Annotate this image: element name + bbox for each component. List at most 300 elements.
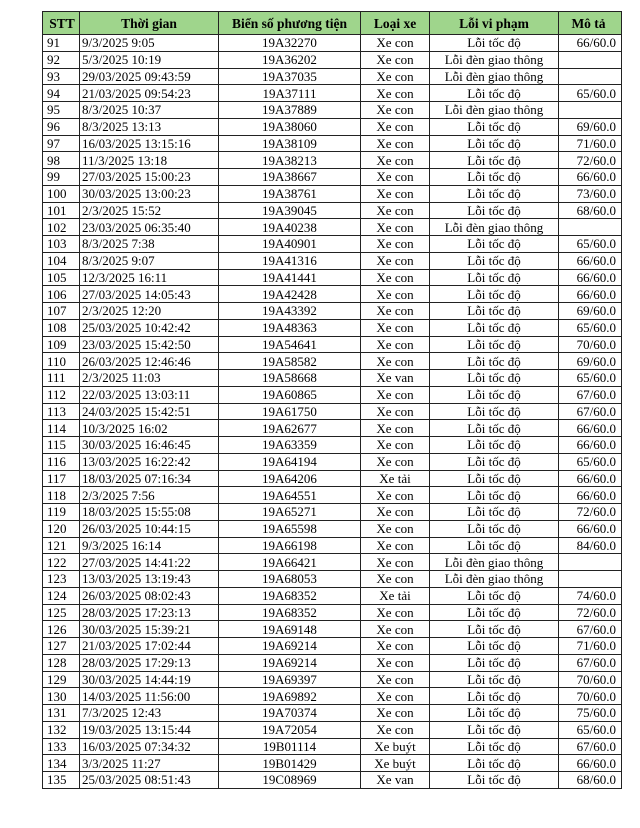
cell-time: 25/03/2025 08:51:43 [80, 772, 219, 789]
cell-plate: 19A38667 [219, 169, 361, 186]
cell-plate: 19A65598 [219, 520, 361, 537]
cell-violation: Lỗi tốc độ [430, 487, 559, 504]
table-row [43, 772, 622, 789]
violations-table [42, 11, 622, 789]
cell-vehicle-type: Xe con [361, 671, 430, 688]
table-row [43, 688, 622, 705]
table-row [43, 269, 622, 286]
cell-description: 66/60.0 [559, 252, 622, 269]
cell-time: 14/03/2025 11:56:00 [80, 688, 219, 705]
cell-stt: 102 [43, 219, 80, 236]
cell-stt: 130 [43, 688, 80, 705]
cell-violation: Lỗi tốc độ [430, 621, 559, 638]
cell-violation: Lỗi tốc độ [430, 118, 559, 135]
header-time: Thời gian [80, 12, 219, 35]
cell-time: 30/03/2025 16:46:45 [80, 437, 219, 454]
table-row [43, 504, 622, 521]
cell-description: 65/60.0 [559, 85, 622, 102]
cell-violation: Lỗi tốc độ [430, 386, 559, 403]
table-row [43, 370, 622, 387]
cell-time: 16/03/2025 13:15:16 [80, 135, 219, 152]
cell-violation: Lỗi tốc độ [430, 353, 559, 370]
table-row [43, 135, 622, 152]
table-row [43, 102, 622, 119]
cell-plate: 19A63359 [219, 437, 361, 454]
cell-plate: 19B01114 [219, 738, 361, 755]
cell-stt: 126 [43, 621, 80, 638]
cell-stt: 128 [43, 654, 80, 671]
cell-vehicle-type: Xe con [361, 35, 430, 52]
table-row [43, 219, 622, 236]
cell-vehicle-type: Xe con [361, 453, 430, 470]
cell-vehicle-type: Xe con [361, 353, 430, 370]
cell-description: 66/60.0 [559, 487, 622, 504]
table-row [43, 437, 622, 454]
cell-time: 5/3/2025 10:19 [80, 51, 219, 68]
cell-description: 71/60.0 [559, 135, 622, 152]
cell-vehicle-type: Xe con [361, 386, 430, 403]
cell-time: 8/3/2025 13:13 [80, 118, 219, 135]
cell-stt: 134 [43, 755, 80, 772]
cell-vehicle-type: Xe buýt [361, 755, 430, 772]
cell-vehicle-type: Xe tải [361, 587, 430, 604]
cell-vehicle-type: Xe con [361, 303, 430, 320]
table-row [43, 118, 622, 135]
cell-stt: 115 [43, 437, 80, 454]
cell-stt: 96 [43, 118, 80, 135]
cell-description: 70/60.0 [559, 688, 622, 705]
table-row [43, 236, 622, 253]
cell-stt: 123 [43, 571, 80, 588]
cell-time: 26/03/2025 10:44:15 [80, 520, 219, 537]
table-row [43, 420, 622, 437]
cell-vehicle-type: Xe van [361, 370, 430, 387]
cell-time: 2/3/2025 7:56 [80, 487, 219, 504]
table-row [43, 721, 622, 738]
cell-description: 69/60.0 [559, 303, 622, 320]
cell-vehicle-type: Xe con [361, 252, 430, 269]
cell-plate: 19B01429 [219, 755, 361, 772]
cell-stt: 125 [43, 604, 80, 621]
cell-vehicle-type: Xe con [361, 688, 430, 705]
cell-plate: 19A41316 [219, 252, 361, 269]
cell-violation: Lỗi tốc độ [430, 286, 559, 303]
cell-violation: Lỗi tốc độ [430, 721, 559, 738]
table-row [43, 571, 622, 588]
header-vehicle-type: Loại xe [361, 12, 430, 35]
cell-stt: 113 [43, 403, 80, 420]
cell-stt: 107 [43, 303, 80, 320]
cell-vehicle-type: Xe con [361, 219, 430, 236]
cell-plate: 19A62677 [219, 420, 361, 437]
table-row [43, 587, 622, 604]
table-body [43, 35, 622, 789]
cell-description: 75/60.0 [559, 705, 622, 722]
cell-time: 27/03/2025 14:05:43 [80, 286, 219, 303]
table-row [43, 621, 622, 638]
cell-description: 71/60.0 [559, 638, 622, 655]
cell-plate: 19A69397 [219, 671, 361, 688]
cell-stt: 119 [43, 504, 80, 521]
cell-time: 21/03/2025 09:54:23 [80, 85, 219, 102]
cell-stt: 112 [43, 386, 80, 403]
cell-plate: 19A68352 [219, 587, 361, 604]
cell-description: 68/60.0 [559, 772, 622, 789]
cell-time: 23/03/2025 15:42:50 [80, 336, 219, 353]
cell-description: 67/60.0 [559, 738, 622, 755]
table-row [43, 85, 622, 102]
cell-time: 30/03/2025 14:44:19 [80, 671, 219, 688]
cell-stt: 105 [43, 269, 80, 286]
cell-vehicle-type: Xe con [361, 504, 430, 521]
cell-plate: 19A69214 [219, 654, 361, 671]
cell-description: 84/60.0 [559, 537, 622, 554]
cell-description: 66/60.0 [559, 470, 622, 487]
header-violation: Lỗi vi phạm [430, 12, 559, 35]
cell-plate: 19A36202 [219, 51, 361, 68]
cell-description: 67/60.0 [559, 621, 622, 638]
cell-description: 65/60.0 [559, 319, 622, 336]
cell-plate: 19A54641 [219, 336, 361, 353]
cell-time: 2/3/2025 15:52 [80, 202, 219, 219]
cell-description [559, 68, 622, 85]
cell-vehicle-type: Xe con [361, 135, 430, 152]
cell-description: 72/60.0 [559, 504, 622, 521]
cell-vehicle-type: Xe con [361, 604, 430, 621]
cell-plate: 19A70374 [219, 705, 361, 722]
cell-violation: Lỗi tốc độ [430, 638, 559, 655]
cell-stt: 132 [43, 721, 80, 738]
cell-stt: 106 [43, 286, 80, 303]
cell-vehicle-type: Xe con [361, 520, 430, 537]
cell-description: 66/60.0 [559, 755, 622, 772]
cell-violation: Lỗi tốc độ [430, 470, 559, 487]
table-row [43, 537, 622, 554]
cell-vehicle-type: Xe con [361, 102, 430, 119]
cell-violation: Lỗi đèn giao thông [430, 571, 559, 588]
cell-vehicle-type: Xe con [361, 638, 430, 655]
cell-violation: Lỗi tốc độ [430, 437, 559, 454]
cell-description: 67/60.0 [559, 403, 622, 420]
table-row [43, 169, 622, 186]
cell-plate: 19A32270 [219, 35, 361, 52]
cell-vehicle-type: Xe con [361, 571, 430, 588]
cell-vehicle-type: Xe con [361, 654, 430, 671]
cell-stt: 131 [43, 705, 80, 722]
table-row [43, 604, 622, 621]
cell-violation: Lỗi tốc độ [430, 336, 559, 353]
table-row [43, 319, 622, 336]
cell-time: 2/3/2025 11:03 [80, 370, 219, 387]
cell-plate: 19A64551 [219, 487, 361, 504]
cell-violation: Lỗi tốc độ [430, 403, 559, 420]
cell-stt: 111 [43, 370, 80, 387]
cell-vehicle-type: Xe con [361, 236, 430, 253]
cell-violation: Lỗi đèn giao thông [430, 68, 559, 85]
cell-violation: Lỗi đèn giao thông [430, 554, 559, 571]
cell-violation: Lỗi tốc độ [430, 135, 559, 152]
cell-plate: 19A58668 [219, 370, 361, 387]
cell-description: 68/60.0 [559, 202, 622, 219]
cell-plate: 19A68352 [219, 604, 361, 621]
cell-violation: Lỗi tốc độ [430, 772, 559, 789]
cell-vehicle-type: Xe con [361, 437, 430, 454]
cell-vehicle-type: Xe con [361, 169, 430, 186]
cell-plate: 19A38060 [219, 118, 361, 135]
cell-vehicle-type: Xe buýt [361, 738, 430, 755]
cell-plate: 19C08969 [219, 772, 361, 789]
cell-time: 18/03/2025 07:16:34 [80, 470, 219, 487]
cell-stt: 94 [43, 85, 80, 102]
cell-violation: Lỗi tốc độ [430, 169, 559, 186]
cell-plate: 19A64194 [219, 453, 361, 470]
cell-description: 66/60.0 [559, 437, 622, 454]
table-row [43, 68, 622, 85]
cell-violation: Lỗi tốc độ [430, 537, 559, 554]
cell-violation: Lỗi tốc độ [430, 35, 559, 52]
cell-description [559, 102, 622, 119]
cell-description [559, 219, 622, 236]
cell-violation: Lỗi đèn giao thông [430, 51, 559, 68]
cell-plate: 19A68053 [219, 571, 361, 588]
cell-time: 19/03/2025 13:15:44 [80, 721, 219, 738]
cell-vehicle-type: Xe con [361, 420, 430, 437]
table-row [43, 152, 622, 169]
cell-violation: Lỗi tốc độ [430, 252, 559, 269]
cell-description: 72/60.0 [559, 604, 622, 621]
cell-plate: 19A40238 [219, 219, 361, 236]
cell-time: 2/3/2025 12:20 [80, 303, 219, 320]
cell-time: 30/03/2025 13:00:23 [80, 185, 219, 202]
cell-time: 24/03/2025 15:42:51 [80, 403, 219, 420]
cell-vehicle-type: Xe con [361, 118, 430, 135]
table-row [43, 654, 622, 671]
cell-stt: 110 [43, 353, 80, 370]
cell-vehicle-type: Xe con [361, 51, 430, 68]
cell-description: 74/60.0 [559, 587, 622, 604]
cell-stt: 99 [43, 169, 80, 186]
cell-time: 8/3/2025 10:37 [80, 102, 219, 119]
cell-stt: 129 [43, 671, 80, 688]
cell-time: 13/03/2025 16:22:42 [80, 453, 219, 470]
cell-vehicle-type: Xe con [361, 85, 430, 102]
table-row [43, 487, 622, 504]
cell-plate: 19A65271 [219, 504, 361, 521]
cell-time: 16/03/2025 07:34:32 [80, 738, 219, 755]
cell-plate: 19A39045 [219, 202, 361, 219]
table-row [43, 353, 622, 370]
cell-plate: 19A66421 [219, 554, 361, 571]
cell-stt: 121 [43, 537, 80, 554]
cell-violation: Lỗi tốc độ [430, 520, 559, 537]
cell-description: 66/60.0 [559, 520, 622, 537]
cell-plate: 19A48363 [219, 319, 361, 336]
cell-stt: 97 [43, 135, 80, 152]
cell-plate: 19A66198 [219, 537, 361, 554]
table-row [43, 520, 622, 537]
cell-violation: Lỗi tốc độ [430, 654, 559, 671]
cell-time: 9/3/2025 9:05 [80, 35, 219, 52]
cell-vehicle-type: Xe con [361, 705, 430, 722]
cell-stt: 127 [43, 638, 80, 655]
cell-plate: 19A69148 [219, 621, 361, 638]
header-plate: Biển số phương tiện [219, 12, 361, 35]
cell-stt: 108 [43, 319, 80, 336]
cell-plate: 19A60865 [219, 386, 361, 403]
cell-time: 22/03/2025 13:03:11 [80, 386, 219, 403]
cell-time: 21/03/2025 17:02:44 [80, 638, 219, 655]
cell-description: 66/60.0 [559, 269, 622, 286]
cell-vehicle-type: Xe con [361, 336, 430, 353]
cell-violation: Lỗi tốc độ [430, 738, 559, 755]
cell-vehicle-type: Xe con [361, 269, 430, 286]
table-row [43, 705, 622, 722]
cell-time: 26/03/2025 08:02:43 [80, 587, 219, 604]
cell-violation: Lỗi tốc độ [430, 453, 559, 470]
table-row [43, 755, 622, 772]
cell-stt: 117 [43, 470, 80, 487]
cell-violation: Lỗi tốc độ [430, 152, 559, 169]
cell-plate: 19A64206 [219, 470, 361, 487]
table-row [43, 35, 622, 52]
cell-stt: 114 [43, 420, 80, 437]
cell-description: 66/60.0 [559, 169, 622, 186]
cell-stt: 116 [43, 453, 80, 470]
table-row [43, 386, 622, 403]
cell-plate: 19A38109 [219, 135, 361, 152]
table-row [43, 252, 622, 269]
cell-time: 18/03/2025 15:55:08 [80, 504, 219, 521]
cell-plate: 19A40901 [219, 236, 361, 253]
cell-stt: 103 [43, 236, 80, 253]
cell-plate: 19A37889 [219, 102, 361, 119]
cell-description: 65/60.0 [559, 721, 622, 738]
cell-violation: Lỗi đèn giao thông [430, 219, 559, 236]
cell-description: 67/60.0 [559, 654, 622, 671]
cell-vehicle-type: Xe tải [361, 470, 430, 487]
header-row [43, 12, 622, 35]
cell-plate: 19A69892 [219, 688, 361, 705]
cell-stt: 122 [43, 554, 80, 571]
table-row [43, 202, 622, 219]
table-row [43, 671, 622, 688]
cell-vehicle-type: Xe con [361, 185, 430, 202]
cell-violation: Lỗi tốc độ [430, 202, 559, 219]
cell-description: 70/60.0 [559, 671, 622, 688]
cell-violation: Lỗi tốc độ [430, 269, 559, 286]
cell-plate: 19A37035 [219, 68, 361, 85]
cell-violation: Lỗi tốc độ [430, 688, 559, 705]
cell-description: 65/60.0 [559, 236, 622, 253]
cell-description: 66/60.0 [559, 286, 622, 303]
cell-stt: 100 [43, 185, 80, 202]
cell-description: 69/60.0 [559, 353, 622, 370]
cell-plate: 19A42428 [219, 286, 361, 303]
cell-stt: 92 [43, 51, 80, 68]
cell-stt: 124 [43, 587, 80, 604]
cell-time: 8/3/2025 9:07 [80, 252, 219, 269]
cell-violation: Lỗi tốc độ [430, 420, 559, 437]
table-row [43, 286, 622, 303]
cell-vehicle-type: Xe con [361, 721, 430, 738]
cell-description: 66/60.0 [559, 420, 622, 437]
cell-plate: 19A41441 [219, 269, 361, 286]
cell-violation: Lỗi tốc độ [430, 236, 559, 253]
cell-description [559, 571, 622, 588]
cell-time: 28/03/2025 17:23:13 [80, 604, 219, 621]
cell-time: 13/03/2025 13:19:43 [80, 571, 219, 588]
cell-time: 29/03/2025 09:43:59 [80, 68, 219, 85]
cell-time: 9/3/2025 16:14 [80, 537, 219, 554]
cell-plate: 19A72054 [219, 721, 361, 738]
cell-plate: 19A69214 [219, 638, 361, 655]
cell-description [559, 554, 622, 571]
cell-vehicle-type: Xe con [361, 621, 430, 638]
cell-plate: 19A37111 [219, 85, 361, 102]
cell-plate: 19A38761 [219, 185, 361, 202]
cell-stt: 120 [43, 520, 80, 537]
cell-description: 70/60.0 [559, 336, 622, 353]
cell-stt: 135 [43, 772, 80, 789]
cell-violation: Lỗi tốc độ [430, 319, 559, 336]
cell-description: 65/60.0 [559, 370, 622, 387]
cell-time: 25/03/2025 10:42:42 [80, 319, 219, 336]
cell-violation: Lỗi tốc độ [430, 587, 559, 604]
cell-description: 72/60.0 [559, 152, 622, 169]
cell-time: 27/03/2025 15:00:23 [80, 169, 219, 186]
cell-description: 67/60.0 [559, 386, 622, 403]
header-description: Mô tả [559, 12, 622, 35]
cell-violation: Lỗi đèn giao thông [430, 102, 559, 119]
table-row [43, 738, 622, 755]
cell-time: 10/3/2025 16:02 [80, 420, 219, 437]
cell-stt: 104 [43, 252, 80, 269]
table-row [43, 453, 622, 470]
table-row [43, 185, 622, 202]
cell-stt: 101 [43, 202, 80, 219]
cell-stt: 95 [43, 102, 80, 119]
cell-time: 8/3/2025 7:38 [80, 236, 219, 253]
cell-vehicle-type: Xe con [361, 554, 430, 571]
cell-stt: 91 [43, 35, 80, 52]
cell-vehicle-type: Xe con [361, 152, 430, 169]
table-row [43, 638, 622, 655]
cell-time: 27/03/2025 14:41:22 [80, 554, 219, 571]
cell-description: 65/60.0 [559, 453, 622, 470]
cell-description: 73/60.0 [559, 185, 622, 202]
cell-stt: 133 [43, 738, 80, 755]
cell-vehicle-type: Xe van [361, 772, 430, 789]
cell-time: 7/3/2025 12:43 [80, 705, 219, 722]
cell-time: 30/03/2025 15:39:21 [80, 621, 219, 638]
table-row [43, 403, 622, 420]
cell-violation: Lỗi tốc độ [430, 604, 559, 621]
cell-vehicle-type: Xe con [361, 68, 430, 85]
cell-time: 12/3/2025 16:11 [80, 269, 219, 286]
cell-stt: 98 [43, 152, 80, 169]
cell-stt: 93 [43, 68, 80, 85]
table-row [43, 303, 622, 320]
cell-plate: 19A58582 [219, 353, 361, 370]
cell-violation: Lỗi tốc độ [430, 370, 559, 387]
cell-violation: Lỗi tốc độ [430, 504, 559, 521]
cell-vehicle-type: Xe con [361, 286, 430, 303]
cell-time: 26/03/2025 12:46:46 [80, 353, 219, 370]
table-row [43, 336, 622, 353]
cell-time: 28/03/2025 17:29:13 [80, 654, 219, 671]
table-row [43, 470, 622, 487]
table-row [43, 554, 622, 571]
